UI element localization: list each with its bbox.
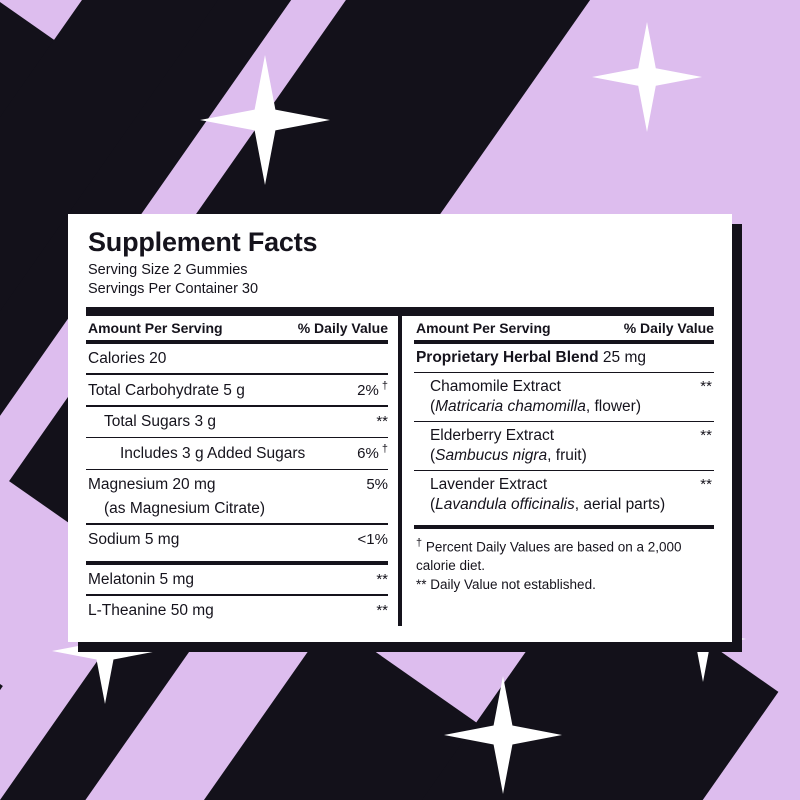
ingredient-dv: ** bbox=[700, 427, 712, 445]
daily-value-label: % Daily Value bbox=[297, 319, 388, 336]
ingredient-row bbox=[414, 471, 714, 519]
supplement-facts-panel bbox=[68, 214, 732, 642]
nutrient-name: Total Sugars 3 g bbox=[104, 412, 217, 430]
ingredient-name: Chamomile Extract bbox=[429, 378, 561, 396]
nutrient-row bbox=[86, 565, 388, 595]
ingredient-row bbox=[414, 373, 714, 421]
nutrient-row bbox=[86, 344, 388, 373]
nutrition-columns bbox=[86, 316, 714, 626]
right-column bbox=[402, 316, 714, 626]
panel-title: Supplement Facts bbox=[88, 227, 318, 257]
nutrient-row bbox=[86, 375, 388, 406]
left-column-header bbox=[86, 316, 388, 340]
nutrient-row bbox=[86, 525, 388, 555]
nutrient-name: L-Theanine 50 mg bbox=[88, 601, 214, 619]
amount-per-serving-label: Amount Per Serving bbox=[415, 319, 551, 336]
ingredient-latin: (Sambucus nigra, fruit) bbox=[429, 447, 587, 465]
nutrient-dv: ** bbox=[376, 412, 388, 430]
nutrient-row bbox=[86, 596, 388, 626]
nutrient-name: Melatonin 5 mg bbox=[88, 570, 194, 588]
blend-amount: 25 mg bbox=[602, 348, 646, 366]
nutrient-name: Sodium 5 mg bbox=[88, 530, 180, 548]
footnotes bbox=[414, 529, 714, 594]
ingredient-row bbox=[414, 422, 714, 470]
ingredient-dv: ** bbox=[700, 476, 712, 494]
thick-rule bbox=[86, 307, 714, 316]
nutrient-dv: 2% † bbox=[357, 379, 388, 399]
footnote-stars: ** Daily Value not established. bbox=[415, 576, 596, 592]
right-column-header bbox=[414, 316, 714, 340]
daily-value-label: % Daily Value bbox=[623, 319, 714, 336]
ingredient-latin: (Matricaria chamomilla, flower) bbox=[429, 398, 641, 416]
nutrient-name: Calories 20 bbox=[88, 349, 167, 367]
nutrient-row bbox=[86, 470, 388, 500]
nutrient-dv: ** bbox=[376, 601, 388, 619]
nutrient-source: (as Magnesium Citrate) bbox=[104, 499, 266, 517]
nutrient-dv: 6% † bbox=[357, 442, 388, 462]
ingredient-latin: (Lavandula officinalis, aerial parts) bbox=[429, 496, 666, 514]
nutrient-name: Total Carbohydrate 5 g bbox=[88, 381, 245, 399]
nutrient-dv: ** bbox=[376, 570, 388, 588]
ingredient-dv: ** bbox=[700, 378, 712, 396]
background-stripe bbox=[0, 600, 3, 800]
sparkle-star-icon bbox=[200, 55, 330, 185]
serving-size: Serving Size 2 Gummies bbox=[88, 261, 248, 278]
amount-per-serving-label: Amount Per Serving bbox=[88, 319, 223, 336]
sparkle-star-icon bbox=[444, 676, 562, 794]
proprietary-blend-row bbox=[414, 344, 714, 372]
sparkle-star-icon bbox=[592, 22, 702, 132]
servings-per-container: Servings Per Container 30 bbox=[88, 280, 259, 297]
nutrient-name: Magnesium 20 mg bbox=[88, 476, 216, 494]
nutrient-row bbox=[86, 438, 388, 469]
nutrient-row bbox=[86, 407, 388, 437]
ingredient-name: Lavender Extract bbox=[429, 476, 548, 494]
blend-name: Proprietary Herbal Blend bbox=[415, 348, 599, 366]
nutrient-dv: <1% bbox=[357, 530, 388, 548]
ingredient-name: Elderberry Extract bbox=[429, 427, 555, 445]
left-column bbox=[86, 316, 398, 626]
nutrient-name: Includes 3 g Added Sugars bbox=[120, 444, 306, 462]
footnote-dagger: † Percent Daily Values are based on a 2,000 calorie diet. bbox=[415, 537, 682, 573]
nutrient-dv: 5% bbox=[366, 476, 388, 494]
